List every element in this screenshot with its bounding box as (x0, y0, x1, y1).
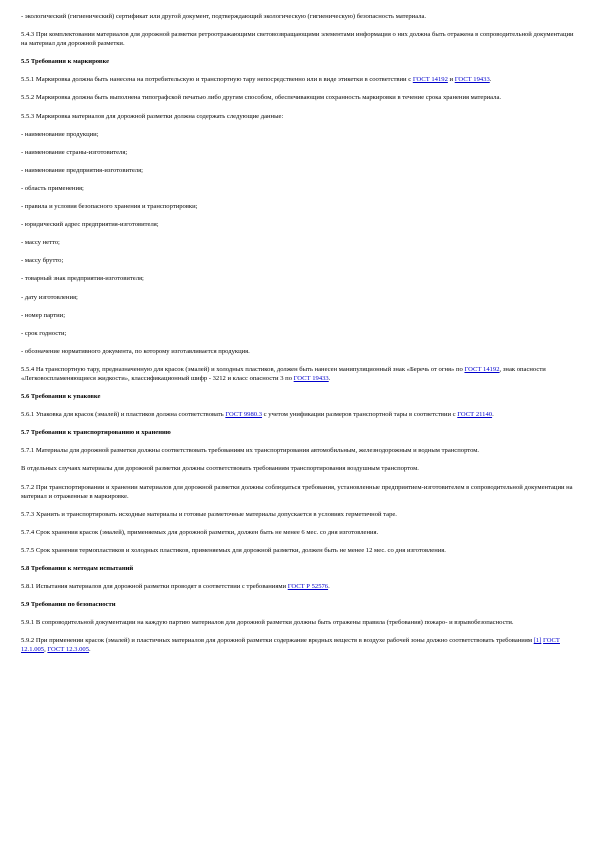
paragraph-text: - наименование продукции; (21, 130, 99, 138)
paragraph-text: и (447, 76, 455, 84)
standard-reference-link[interactable]: ГОСТ 14192 (464, 365, 500, 373)
paragraph (21, 510, 576, 519)
paragraph-text: 5.9 Требования по безопасности (21, 601, 116, 609)
paragraph-text: . (89, 646, 91, 654)
paragraph (21, 582, 576, 591)
paragraph-text: - товарный знак предприятия-изготовителя; (21, 275, 144, 283)
standard-reference-link[interactable]: ГОСТ 21140 (457, 411, 493, 419)
paragraph (21, 410, 576, 419)
section-heading (21, 428, 576, 437)
paragraph-text: 5.5 Требования к маркировке (21, 58, 110, 66)
paragraph-text: 5.9.2 При применении красок (эмалей) и пластичных материалов для дорожной разметки содержание вредных веществ в воздухе рабочей зоны должно соответствовать требованиям (21, 637, 534, 645)
paragraph-text: - дату изготовления; (21, 293, 78, 301)
paragraph (21, 528, 576, 537)
paragraph-text: 5.7 Требования к транспортированию и хранению (21, 429, 171, 437)
section-heading (21, 57, 576, 66)
paragraph (21, 618, 576, 627)
paragraph-text: - наименование предприятия-изготовителя; (21, 166, 143, 174)
paragraph-text: . (492, 411, 494, 419)
standard-reference-link[interactable]: ГОСТ 9980.3 (225, 411, 263, 419)
paragraph-text: 5.7.1 Материалы для дорожной разметки должны соответствовать требованиям их транспортирования автомобильным, железнодорожным и водным транспортом. (21, 447, 480, 455)
standard-reference-link[interactable]: ГОСТ 14192 (412, 76, 448, 84)
paragraph-text: 5.7.4 Срок хранения красок (эмалей), применяемых для дорожной разметки, должен быть не менее 6 мес. со дня изготовления. (21, 528, 379, 536)
standard-reference-link[interactable]: [1] (533, 637, 542, 645)
paragraph (21, 220, 576, 229)
paragraph (21, 238, 576, 247)
paragraph-text: - срок годности; (21, 329, 67, 337)
paragraph-text: 5.6.1 Упаковка для красок (эмалей) и пластиков должна соответствовать (21, 411, 226, 419)
paragraph (21, 202, 576, 211)
paragraph (21, 347, 576, 356)
paragraph-text: В отдельных случаях материалы для дорожной разметки должны соответствовать требованиям транспортирования воздушным транспортом. (21, 465, 419, 473)
paragraph (21, 166, 576, 175)
paragraph-text: - область применения; (21, 184, 84, 192)
paragraph (21, 148, 576, 157)
paragraph-text: . (328, 583, 330, 591)
paragraph-text: с учетом унификации размеров транспортной тары в соответствии с (262, 411, 458, 419)
standard-reference-link[interactable]: ГОСТ 12.1.005 (21, 637, 560, 654)
paragraph (21, 256, 576, 265)
paragraph (21, 112, 576, 121)
paragraph-text: , (44, 646, 48, 654)
standard-reference-link[interactable]: ГОСТ 12.3.005 (47, 646, 90, 654)
paragraph-text: 5.7.5 Срок хранения термопластиков и холодных пластиков, применяемых для дорожной разметки, должен быть не менее 12 мес. со дня изготовления. (21, 546, 446, 554)
paragraph (21, 75, 576, 84)
paragraph (21, 546, 576, 555)
section-heading (21, 392, 576, 401)
paragraph-text: . (328, 374, 331, 382)
paragraph-text: - наименование страны-изготовителя; (21, 148, 128, 156)
paragraph-text: - правила и условия безопасного хранения и транспортировки; (21, 203, 198, 211)
paragraph (21, 311, 576, 320)
paragraph (21, 636, 576, 654)
paragraph-text: 5.5.4 На транспортную тару, предназначенную для красок (эмалей) и холодных пластиков, должен быть нанесен манипуляционный знак «Беречь от огня» по (21, 365, 465, 373)
paragraph-text: 5.8 Требования к методам испытаний (21, 565, 134, 572)
paragraph-text: 5.5.2 Маркировка должна быть выполнена типографской печатью либо другим способом, обеспечивающим сохранность маркировки в течение срока хранения материала. (21, 94, 502, 102)
paragraph-text: - массу нетто; (21, 239, 60, 247)
paragraph (21, 274, 576, 283)
paragraph-text: 5.6 Требования к упаковке (21, 393, 101, 401)
paragraph-text: - массу брутто; (21, 257, 64, 265)
standard-reference-link[interactable]: ГОСТ 19433 (293, 374, 329, 382)
paragraph-text: . (489, 76, 492, 84)
standard-reference-link[interactable]: ГОСТ Р 52576 (287, 583, 329, 591)
paragraph-text: - номер партии; (21, 311, 66, 319)
paragraph-text: - экологический (гигиенический) сертификат или другой документ, подтверждающий экологическую (гигиеническую) безопасность материала. (21, 13, 427, 20)
paragraph (21, 329, 576, 338)
paragraph-text: 5.8.1 Испытания материалов для дорожной разметки проводят в соответствии с требованиями (21, 583, 288, 591)
paragraph-text: 5.7.3 Хранить и транспортировать исходные материалы и готовые разметочные материалы допускается в условиях герметичной таре. (21, 510, 397, 518)
paragraph (21, 30, 576, 48)
document-body (21, 12, 576, 664)
paragraph (21, 293, 576, 302)
paragraph (21, 12, 576, 21)
paragraph (21, 464, 576, 473)
paragraph-text: - юридический адрес предприятия-изготовителя; (21, 221, 159, 229)
paragraph-text: 5.5.1 Маркировка должна быть нанесена на потребительскую и транспортную тару непосредственно или в виде этикетки в соответствии с (21, 76, 413, 84)
paragraph (21, 93, 576, 102)
section-heading (21, 564, 576, 573)
standard-reference-link[interactable]: ГОСТ 19433 (454, 76, 490, 84)
paragraph-text: - обозначение нормативного документа, по которому изготавливается продукция. (21, 347, 250, 355)
paragraph-text: 5.9.1 В сопроводительной документации на каждую партию материалов для дорожной разметки должны быть отражены правила (требования) пожаро- и взрывобезопасности. (21, 619, 514, 627)
paragraph (21, 130, 576, 139)
paragraph-text: 5.4.3 При комплектовании материалов для дорожной разметки ретроотражающими световозвращающими элементами информация о них должна быть отражена в сопроводительной документации на материал для дорожной разметки. (21, 31, 574, 48)
section-heading (21, 600, 576, 609)
paragraph (21, 184, 576, 193)
paragraph (21, 365, 576, 383)
paragraph (21, 446, 576, 455)
paragraph-text: 5.7.2 При транспортировании и хранении материалов для дорожной разметки должны соблюдаться требования, установленные предприятием-изготовителем в сопроводительной документации на материал и отраженные в маркировке. (21, 483, 573, 500)
paragraph-text: 5.5.3 Маркировка материалов для дорожной разметки должна содержать следующие данные: (21, 112, 284, 120)
paragraph (21, 483, 576, 501)
paragraph-text: , знак опасности «Легковоспламеняющиеся жидкости», классификационный шифр - 3212 и класс опасности 3 по (21, 365, 546, 382)
